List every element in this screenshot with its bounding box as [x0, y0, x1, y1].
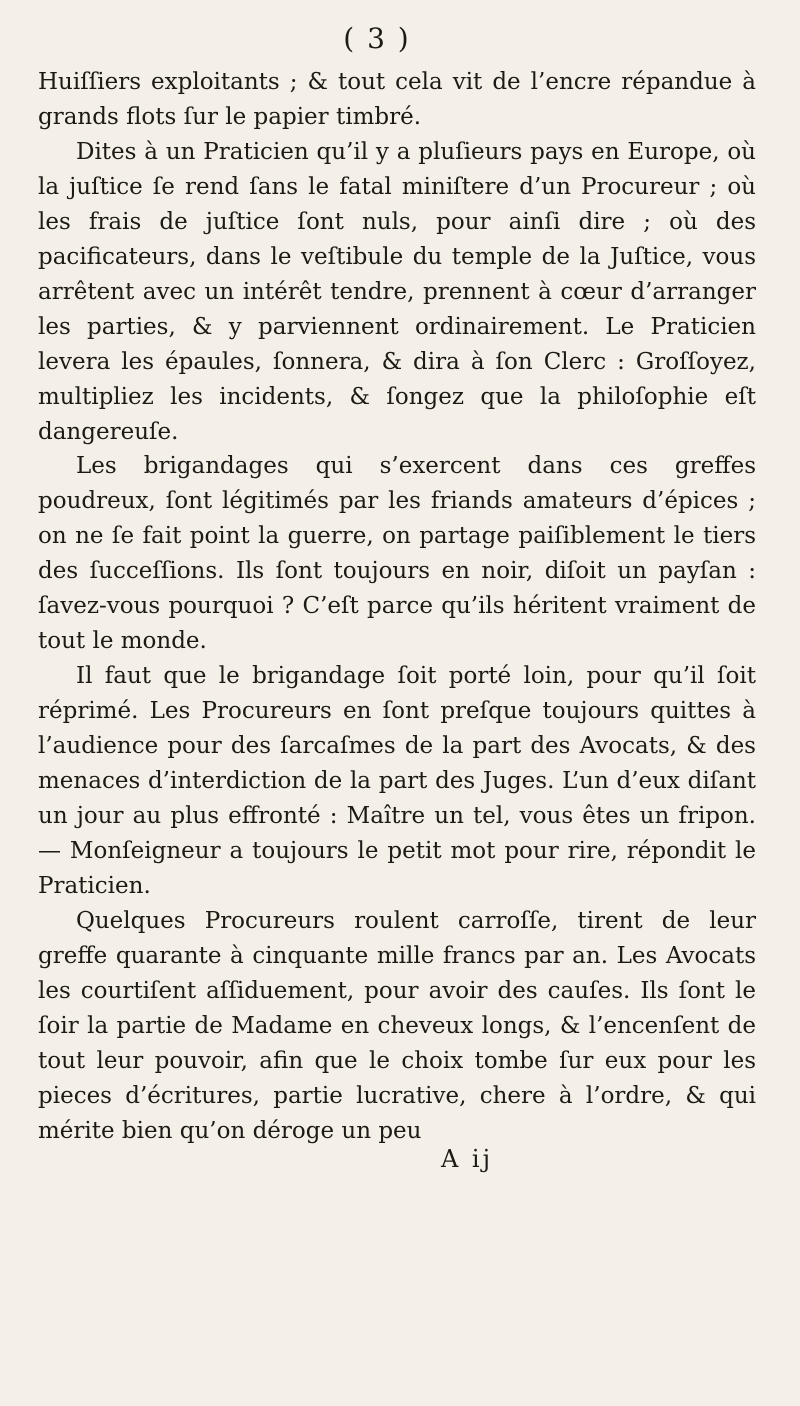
signature-mark: A ij — [440, 1144, 494, 1173]
paragraph-1: Huiſſiers exploitants ; & tout cela vit de l’encre répandue à grands flots ſur le papier timbré. — [38, 69, 756, 130]
paragraph-3: Les brigandages qui s’exercent dans ces greffes poudreux, ſont légitimés par les friands amateurs d’épices ; on ne ſe fait point la guerre, on partage paiſiblement le tiers des ſucceſſions. Ils ſont toujours en noir, diſoit un payſan : ſavez-vous pourquoi ? C’eſt parce qu’ils héritent vraiment de tout le monde. — [38, 453, 756, 655]
paragraph-4: Il faut que le brigandage ſoit porté loin, pour qu’il ſoit réprimé. Les Procureurs en ſont preſque toujours quittes à l’audience pour des ſarcaſmes de la part des Avocats, & des menaces d’interdiction de la part des Juges. L’un d’eux diſant un jour au plus effronté : Maître un tel, vous êtes un fripon. — Monſeigneur a toujours le petit mot pour rire, répondit le Praticien. — [38, 663, 756, 899]
paragraph-5: Quelques Procureurs roulent carroſſe, tirent de leur greffe quarante à cinquante mille francs par an. Les Avocats les courtiſent aſſiduement, pour avoir des cauſes. Ils ſont le ſoir la partie de Madame en cheveux longs, & l’encenſent de tout leur pouvoir, afin que le choix tombe ſur eux pour les pieces d’écritures, partie lucrative, chere à l’ordre, & qui mérite bien qu’on déroge un peu — [38, 907, 756, 1144]
paragraph-2: Dites à un Praticien qu’il y a pluſieurs pays en Europe, où la juſtice ſe rend ſans le fatal miniſtere d’un Procureur ; où les frais de juſtice ſont nuls, pour ainſi dire ; où des pacificateurs, dans le veſtibule du temple de la Juſtice, vous arrêtent avec un intérêt tendre, prennent à cœur d’arranger les parties, & y parviennent ordinairement. Le Praticien levera les épaules, ſonnera, & dira à ſon Clerc : Groſſoyez, multipliez les incidents, & ſongez que la philoſophie eſt dangereuſe. — [38, 138, 756, 445]
page-number: ( 3 ) — [343, 22, 411, 55]
